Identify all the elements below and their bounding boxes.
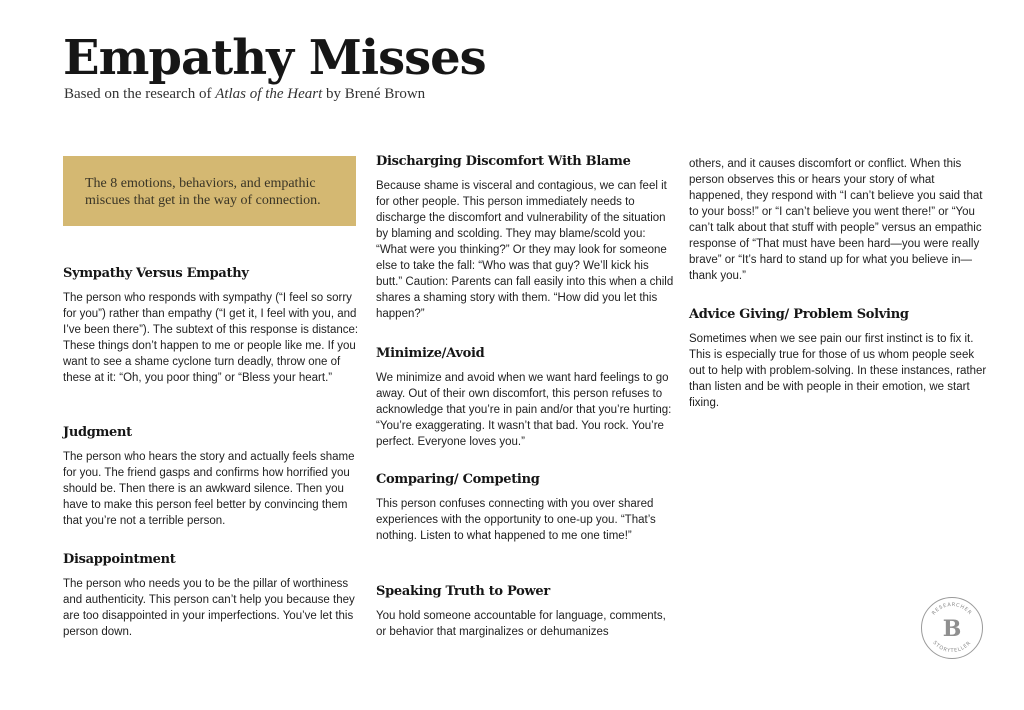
section-sympathy-versus-empathy	[63, 266, 363, 386]
subtitle-book-title: Atlas of the Heart	[215, 86, 323, 102]
section-heading: Comparing/ Competing	[376, 472, 540, 487]
section-body: others, and it causes discomfort or conflict. When this person observes this or hears your story of what happened, they respond with “I can’t believe you said that to your boss!” or “I can’t believe you went there!” or “You can’t talk about that stuff with people” versus an empathic response of “That must have been hard—you were really brave” or “It’s hard to stand up for what you believe in—thank you.”	[689, 158, 983, 282]
page-subtitle	[64, 86, 425, 103]
logo-ring-bottom-text: STORYTELLER	[931, 639, 973, 655]
section-heading: Minimize/Avoid	[376, 346, 485, 361]
section-body: This person confuses connecting with you over shared experiences with the opportunity to one-up you. “That’s nothing. Listen to what happened to me one time!”	[376, 498, 656, 542]
logo-letter: B	[942, 616, 962, 642]
section-heading: Speaking Truth to Power	[376, 584, 550, 599]
section-discharging-discomfort	[376, 154, 676, 322]
section-speaking-truth-continued	[689, 156, 989, 284]
section-speaking-truth-to-power	[376, 584, 676, 640]
section-body: The person who hears the story and actually feels shame for you. The friend gasps and confirms how horrified you should be. Then there is an awkward silence. Then you have to make this person feel better by convincing them that you’re not a terrible person.	[63, 451, 355, 527]
section-judgment	[63, 425, 363, 529]
logo-ring-top-text: RESEARCHER	[930, 601, 974, 617]
section-body: The person who needs you to be the pillar of worthiness and authenticity. This person can’t help you because they are too disappointed in your imperfections. You’ve let this person down.	[63, 578, 355, 638]
section-heading: Advice Giving/ Problem Solving	[689, 307, 909, 322]
section-advice-giving	[689, 307, 989, 411]
section-body: We minimize and avoid when we want hard feelings to go away. Out of their own discomfort, this person refuses to acknowledge that you’re in pain and/or that you’re hurting: “You’re exaggerating. It wasn’t that bad. You rock. You’re perfect. Everyone loves you.”	[376, 372, 672, 448]
section-body: The person who responds with sympathy (“I feel so sorry for you”) rather than empathy (“I get it, I feel with you, and I’ve been there”). The subtext of this response is distance: These things don’t happen to me or people like me. If you want to see a shame cyclone turn deadly, throw one of these at it: “Oh, you poor thing” or “Bless your heart.”	[63, 292, 359, 384]
section-heading: Disappointment	[63, 552, 176, 567]
researcher-storyteller-logo	[920, 596, 984, 660]
subtitle-prefix: Based on the research of	[64, 86, 216, 102]
section-body: Sometimes when we see pain our first instinct is to fix it. This is especially true for those of us whom people seek out to help with problem-solving. In these instances, rather than listen and be with people in their emotion, we start fixing.	[689, 333, 987, 409]
callout-text: The 8 emotions, behaviors, and empathic miscues that get in the way of connection.	[85, 176, 321, 208]
intro-callout	[63, 156, 356, 226]
section-heading: Sympathy Versus Empathy	[63, 266, 249, 281]
section-heading: Discharging Discomfort With Blame	[376, 154, 631, 169]
page-title: Empathy Misses	[63, 30, 486, 86]
section-body: You hold someone accountable for language, comments, or behavior that marginalizes or dehumanizes	[376, 610, 666, 638]
section-disappointment	[63, 552, 363, 640]
section-heading: Judgment	[63, 425, 132, 440]
section-body: Because shame is visceral and contagious, we can feel it for other people. This person immediately needs to discharge the discomfort and vulnerability of the situation by blaming and scolding. They may blame/scold you: “What were you thinking?” Or they may look for someone else to take the fall: “Who was that guy? We’ll kick his butt.” Caution: Parents can fall easily into this when a child shares a shaming story with them. “How did you let this happen?”	[376, 180, 674, 320]
section-comparing-competing	[376, 472, 676, 544]
subtitle-suffix: by Brené Brown	[322, 86, 426, 102]
section-minimize-avoid	[376, 346, 676, 450]
